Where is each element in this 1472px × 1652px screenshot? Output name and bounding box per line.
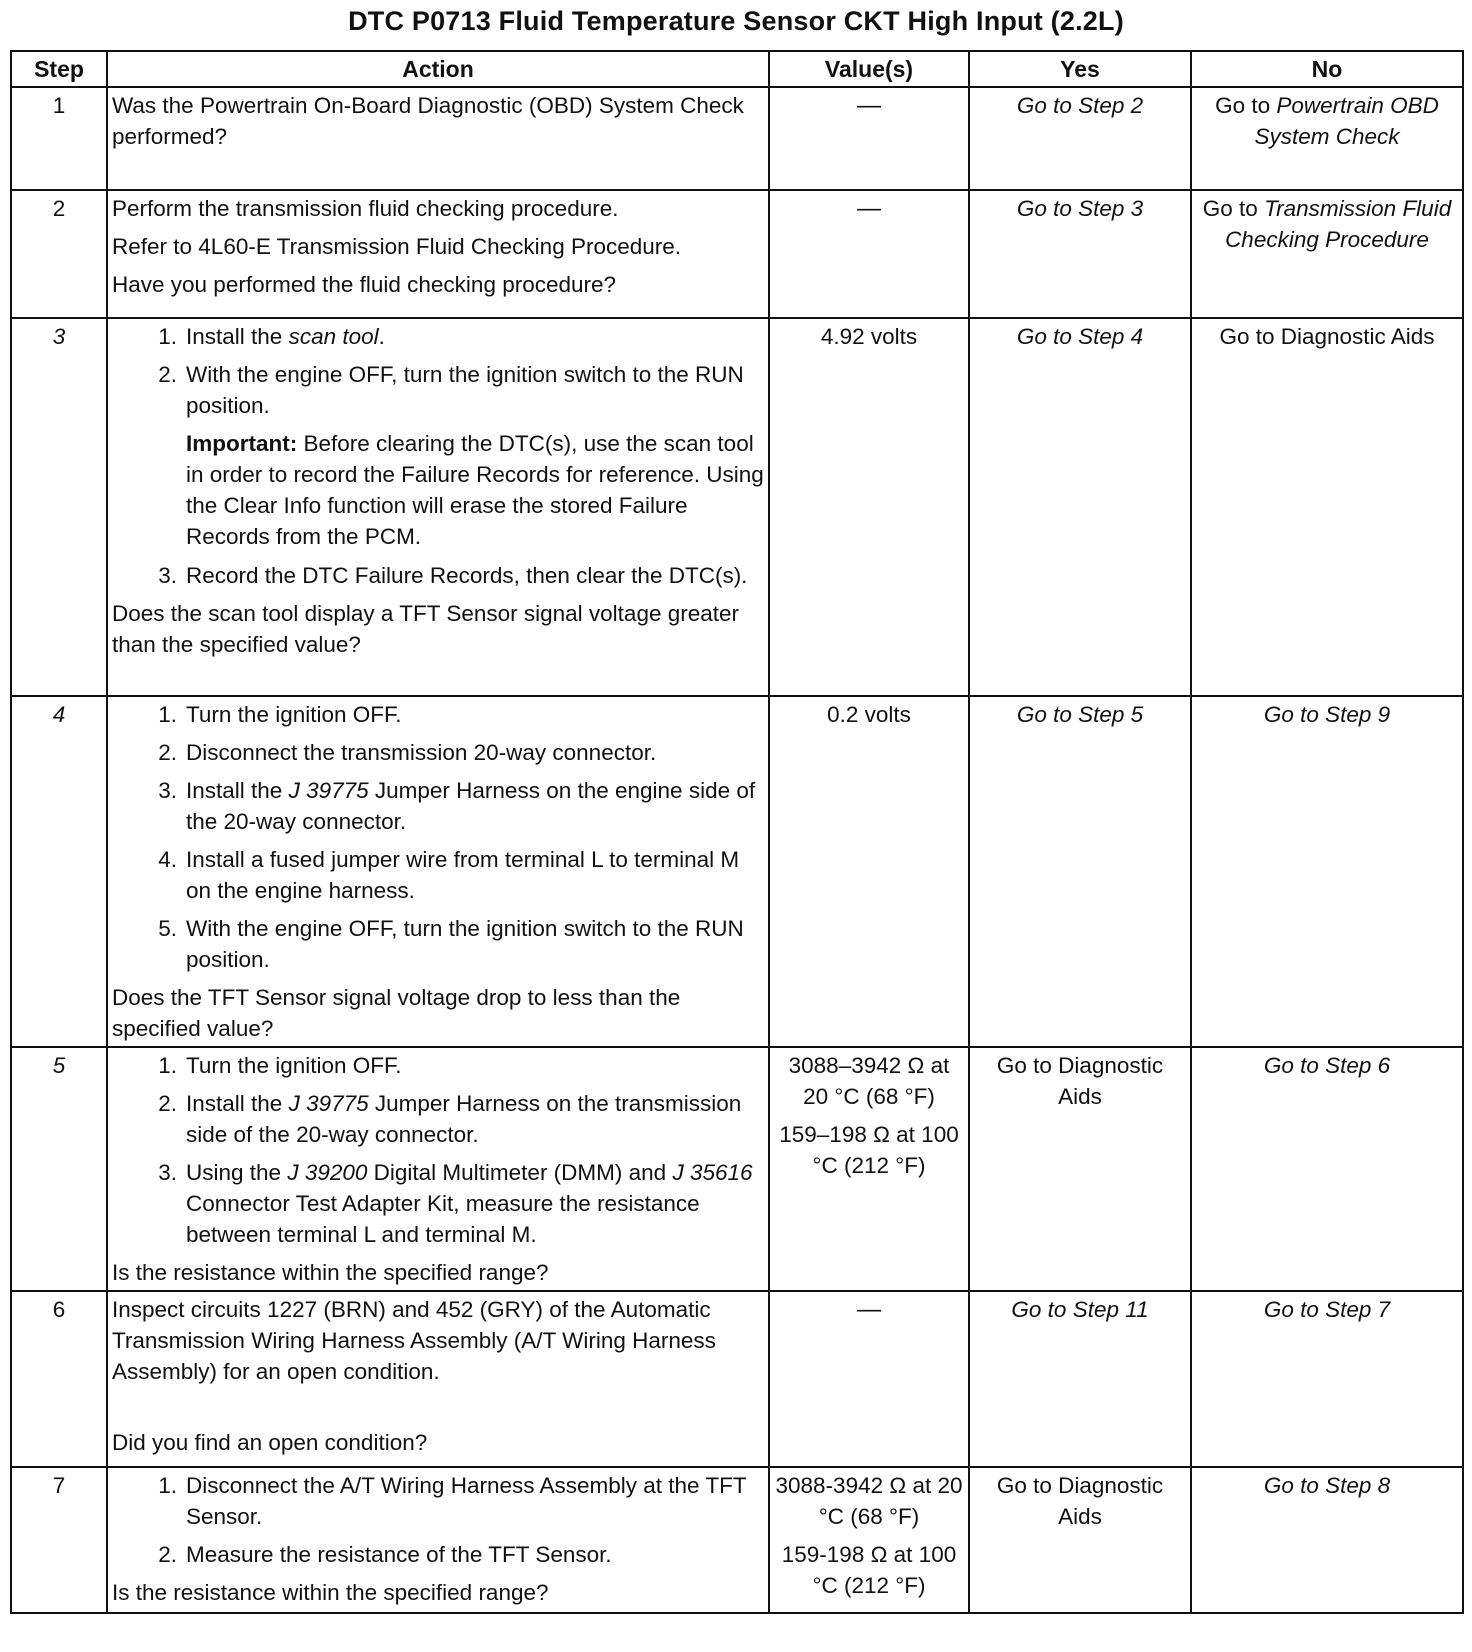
action-question: Did you find an open condition? [112,1430,428,1455]
action-cell [107,1467,769,1613]
no-cell: Go to Step 9 [1191,696,1463,1047]
list-text: Install the J 39775 Jumper Harness on the engine side of the 20-way connector. [186,778,756,834]
header-values: Value(s) [769,51,969,87]
list-text: Disconnect the transmission 20-way connector. [186,740,657,765]
action-cell [107,696,769,1047]
step-number: 1 [11,87,107,190]
table-row-step-5 [11,1047,1463,1291]
value-cell [769,190,969,318]
list-text: Install the scan tool. [186,324,385,349]
important-note [112,428,764,552]
step-number: 4 [11,696,107,1047]
action-question: Does the TFT Sensor signal voltage drop to less than the specified value? [112,985,681,1041]
step-number: 3 [11,318,107,696]
step-number: 5 [11,1047,107,1291]
action-question: Is the resistance within the specified range? [112,1260,549,1285]
header-action: Action [107,51,769,87]
empty-value-dash: — [857,92,881,119]
yes-cell: Go to Step 4 [969,318,1191,696]
list-item [112,321,764,352]
list-item [112,737,764,768]
list-text: Install the J 39775 Jumper Harness on the transmission side of the 20-way connector. [186,1091,742,1147]
header-yes: Yes [969,51,1191,87]
table-row-step-6 [11,1291,1463,1467]
table-row-step-7 [11,1467,1463,1613]
list-number: 2. [158,362,177,387]
action-cell [107,318,769,696]
value-cell: 4.92 volts [769,318,969,696]
header-no: No [1191,51,1463,87]
list-number: 4. [158,847,177,872]
list-number: 3. [158,563,177,588]
header-row [11,51,1463,87]
list-text: With the engine OFF, turn the ignition switch to the RUN position. [186,916,744,972]
list-item [112,1050,764,1081]
no-cell [1191,87,1463,190]
action-cell [107,87,769,190]
header-step: Step [11,51,107,87]
list-number: 2. [158,740,177,765]
action-cell [107,1047,769,1291]
no-link-text: Transmission Fluid Checking Procedure [1225,196,1452,252]
no-cell [1191,190,1463,318]
no-prefix: Go to [1202,196,1265,221]
action-text: Was the Powertrain On-Board Diagnostic (OBD) System Check performed? [112,93,744,149]
list-item [112,844,764,906]
list-number: 1. [158,324,177,349]
list-text: Turn the ignition OFF. [186,702,402,727]
list-item [112,560,764,591]
yes-cell: Go to Step 5 [969,696,1191,1047]
list-item [112,359,764,421]
value-range-100c: 159–198 Ω at 100 °C (212 °F) [779,1122,959,1178]
list-text: Install a fused jumper wire from terminal L to terminal M on the engine harness. [186,847,740,903]
list-text: Turn the ignition OFF. [186,1053,402,1078]
list-item [112,1088,764,1150]
empty-value-dash: — [857,195,881,222]
step-number: 6 [11,1291,107,1467]
list-text: Record the DTC Failure Records, then clear the DTC(s). [186,563,748,588]
list-item [112,699,764,730]
list-text: Using the J 39200 Digital Multimeter (DMM) and J 35616 Connector Test Adapter Kit, measure the resistance between terminal L and terminal M. [186,1160,753,1247]
value-cell [769,1291,969,1467]
yes-cell: Go to Step 2 [969,87,1191,190]
list-item [112,1470,764,1532]
action-question: Is the resistance within the specified range? [112,1580,549,1605]
list-number: 1. [158,1053,177,1078]
table-row-step-2 [11,190,1463,318]
list-number: 1. [158,702,177,727]
list-number: 2. [158,1542,177,1567]
list-text: With the engine OFF, turn the ignition switch to the RUN position. [186,362,744,418]
value-cell: 0.2 volts [769,696,969,1047]
value-cell [769,1047,969,1291]
value-range-100c: 159-198 Ω at 100 °C (212 °F) [781,1542,957,1598]
yes-cell: Go to Diagnostic Aids [969,1467,1191,1613]
no-link-text: Powertrain OBD System Check [1254,93,1439,149]
no-prefix: Go to [1215,93,1277,118]
value-cell [769,87,969,190]
list-item [112,1157,764,1250]
list-number: 1. [158,1473,177,1498]
step-number: 7 [11,1467,107,1613]
yes-cell: Go to Step 3 [969,190,1191,318]
action-text: Inspect circuits 1227 (BRN) and 452 (GRY) of the Automatic Transmission Wiring Harness Assembly (A/T Wiring Harness Assembly) for an open condition. [112,1297,716,1384]
value-range-20c: 3088–3942 Ω at 20 °C (68 °F) [788,1053,950,1109]
yes-cell: Go to Step 11 [969,1291,1191,1467]
value-cell [769,1467,969,1613]
action-question: Does the scan tool display a TFT Sensor signal voltage greater than the specified value? [112,601,740,657]
page-title: DTC P0713 Fluid Temperature Sensor CKT High Input (2.2L) [348,6,1124,36]
important-label: Important: [186,431,298,456]
list-number: 2. [158,1091,177,1116]
table-row-step-1 [11,87,1463,190]
no-cell: Go to Diagnostic Aids [1191,318,1463,696]
step-number: 2 [11,190,107,318]
action-cell [107,190,769,318]
important-text: Before clearing the DTC(s), use the scan tool in order to record the Failure Records for reference. Using the Clear Info function will erase the stored Failure Records from the PCM. [186,431,764,549]
list-item [112,913,764,975]
table-row-step-3 [11,318,1463,696]
list-item [112,1539,764,1570]
table-row-step-4 [11,696,1463,1047]
no-cell: Go to Step 8 [1191,1467,1463,1613]
action-line: Refer to 4L60-E Transmission Fluid Checking Procedure. [112,234,682,259]
list-number: 3. [158,778,177,803]
action-line: Perform the transmission fluid checking procedure. [112,196,619,221]
list-number: 5. [158,916,177,941]
list-item [112,775,764,837]
diagnostic-table [10,50,1464,1614]
action-cell [107,1291,769,1467]
empty-value-dash: — [857,1296,881,1323]
list-text: Measure the resistance of the TFT Sensor. [186,1542,612,1567]
no-cell: Go to Step 6 [1191,1047,1463,1291]
list-text: Disconnect the A/T Wiring Harness Assembly at the TFT Sensor. [186,1473,747,1529]
list-number: 3. [158,1160,177,1185]
value-range-20c: 3088-3942 Ω at 20 °C (68 °F) [775,1473,963,1529]
no-cell: Go to Step 7 [1191,1291,1463,1467]
action-question: Have you performed the fluid checking procedure? [112,272,617,297]
yes-cell: Go to Diagnostic Aids [969,1047,1191,1291]
